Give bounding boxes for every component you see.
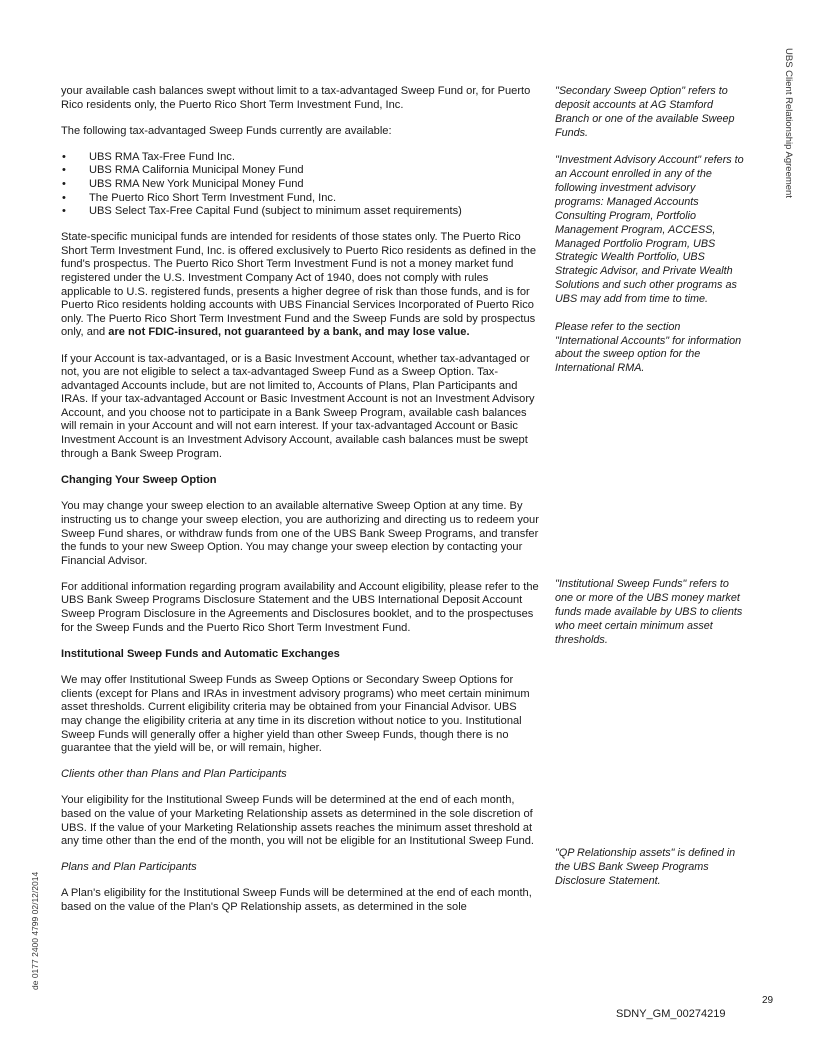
section-heading: Changing Your Sweep Option	[61, 473, 217, 486]
list-item: • UBS RMA Tax-Free Fund Inc.	[61, 151, 539, 165]
fund-list	[61, 151, 539, 219]
paragraph: The following tax-advantaged Sweep Funds currently are available:	[61, 124, 392, 137]
paragraph	[61, 231, 539, 340]
list-item: • UBS RMA California Municipal Money Fund	[61, 164, 539, 178]
bates-number: SDNY_GM_00274219	[616, 1008, 726, 1020]
subheading: Clients other than Plans and Plan Participants	[61, 768, 287, 781]
paragraph-text: State-specific municipal funds are intended for residents of those states only. The Puerto Rico Short Term Investment Fund, Inc. is offered exclusively to Puerto Rico residents as defined in the fund's prospectus. The Puerto Rico Short Term Investment Fund is not a money market fund registered under the U.S. Investment Company Act of 1940, does not comply with rules applicable to U.S. registered funds, presents a higher degree of risk than those funds, and is for Puerto Rico residents holding accounts with UBS Financial Services Incorporated of Puerto Rico only. The Puerto Rico Short Term Investment Fund and the Sweep Funds are sold by prospectus only, and	[61, 231, 537, 339]
section-heading: Institutional Sweep Funds and Automatic Exchanges	[61, 647, 340, 660]
sidebar-notes-top	[555, 85, 745, 390]
sidebar-note: "Investment Advisory Account" refers to an Account enrolled in any of the following investment advisory programs: Managed Accounts Consulting Program, Portfolio Management Program, ACCESS, Managed Portfolio Program, UBS Strategic Wealth Portfolio, UBS Strategic Advisor, and Private Wealth Solutions and such other programs as UBS may add from time to time.	[555, 154, 744, 306]
document-code: de 0177 2400 4799 02/12/2014	[30, 871, 40, 990]
list-item: • UBS RMA New York Municipal Money Fund	[61, 178, 539, 192]
main-column	[61, 85, 539, 927]
fdic-warning: are not FDIC-insured, not guaranteed by a bank, and may lose value.	[108, 326, 470, 339]
paragraph: A Plan's eligibility for the Institutional Sweep Funds will be determined at the end of each month, based on the value of the Plan's QP Relationship assets, as determined in the sole	[61, 887, 532, 913]
sidebar-note: "Secondary Sweep Option" refers to deposit accounts at AG Stamford Branch or one of the available Sweep Funds.	[555, 85, 735, 139]
sidebar-note: "QP Relationship assets" is defined in the UBS Bank Sweep Programs Disclosure Statement.	[555, 847, 736, 887]
list-item: • UBS Select Tax-Free Capital Fund (subject to minimum asset requirements)	[61, 205, 539, 219]
subheading: Plans and Plan Participants	[61, 861, 197, 874]
document-side-title: UBS Client Relationship Agreement	[783, 48, 794, 198]
paragraph: Your eligibility for the Institutional Sweep Funds will be determined at the end of each month, based on the value of your Marketing Relationship assets as determined in the sole discretion of UBS. If the value of your Marketing Relationship assets reaches the minimum asset threshold at any time other than the end of the month, you will not be eligible for an Institutional Sweep Fund.	[61, 794, 535, 848]
sidebar-note: "Institutional Sweep Funds" refers to one or more of the UBS money market funds made available by UBS to clients who meet certain minimum asset thresholds.	[555, 578, 743, 646]
paragraph: We may offer Institutional Sweep Funds as Sweep Options or Secondary Sweep Options for clients (except for Plans and IRAs in investment advisory programs) who meet certain minimum asset thresholds. Current eligibility criteria may be obtained from your Financial Advisor. UBS may change the eligibility criteria at any time in its discretion without notice to you. Institutional Sweep Funds will generally offer a higher yield than other Sweep Funds, though there is no guarantee that the yield will be, or will remain, higher.	[61, 674, 530, 755]
paragraph: You may change your sweep election to an available alternative Sweep Option at any time. By instructing us to change your sweep election, you are authorizing and directing us to redeem your Sweep Fund shares, or withdraw funds from one of the UBS Bank Sweep Programs, and transfer the funds to your new Sweep Option. You may change your sweep election by contacting your Financial Advisor.	[61, 500, 539, 567]
paragraph: If your Account is tax-advantaged, or is a Basic Investment Account, whether tax-advantaged or not, you are not eligible to select a tax-advantaged Sweep Fund as a Sweep Option. Tax-advantaged Accounts include, but are not limited to, Accounts of Plans, Plan Participants and IRAs. If your tax-advantaged Account or Basic Investment Account is not an Investment Advisory Account, and you choose not to participate in a Bank Sweep Program, available cash balances will remain in your Account and will not earn interest. If your tax-advantaged Account or Basic Investment Account is an Investment Advisory Account, available cash balances must be swept through a Bank Sweep Program.	[61, 352, 535, 460]
page-number: 29	[762, 995, 774, 1006]
paragraph: your available cash balances swept without limit to a tax-advantaged Sweep Fund or, for Puerto Rico residents only, the Puerto Rico Short Term Investment Fund, Inc.	[61, 85, 531, 111]
sidebar-note: Please refer to the section "International Accounts" for information about the sweep option for the International RMA.	[555, 320, 742, 375]
list-item: • The Puerto Rico Short Term Investment Fund, Inc.	[61, 192, 539, 206]
paragraph: For additional information regarding program availability and Account eligibility, please refer to the UBS Bank Sweep Programs Disclosure Statement and the UBS International Deposit Account Sweep Program Disclosure in the Agreements and Disclosures booklet, and to the prospectuses for the Sweep Funds and the Puerto Rico Short Term Investment Fund.	[61, 580, 539, 634]
